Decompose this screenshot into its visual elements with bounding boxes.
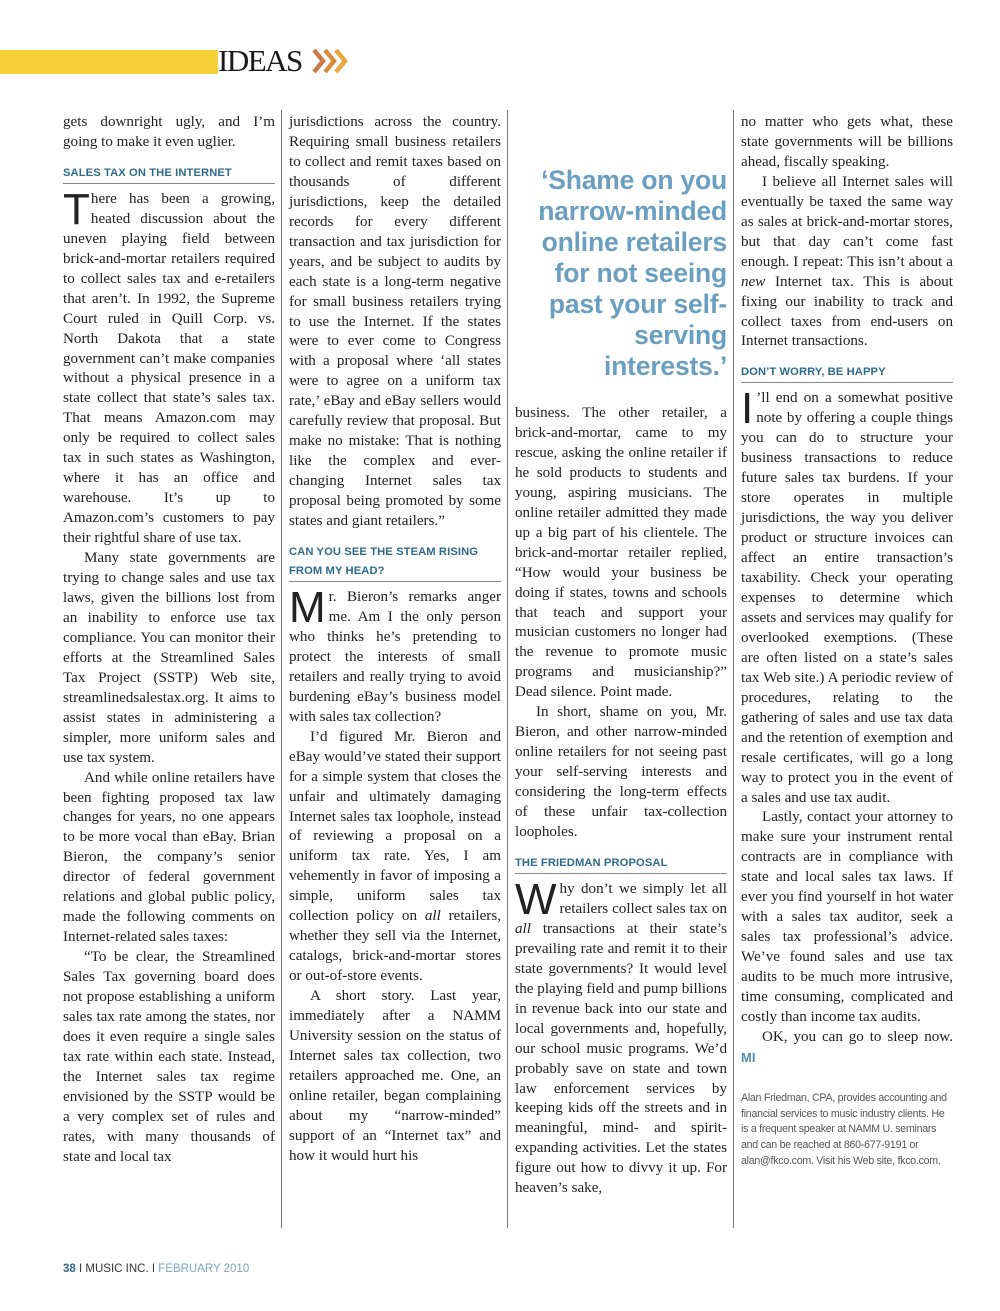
paragraph-text: here has been a growing, heated discussion about the uneven playing field between brick-and-mortar retailers required to collect sales tax and e-retailers that aren’t. In 1992, the Supreme Court ruled in Quill Corp. vs. North Dakota that a state government can’t make companies without a physical presence in a state collect that state’s sales tax. That means Amazon.com may only be required to collect sales tax in such states as Washington, where it has an office and warehouse. It’s up to Amazon.com’s customers to pay their rightful share of use tax. [63,190,275,547]
footer-separator: I [148,1263,159,1275]
paragraph-text: I’d figured Mr. Bieron and eBay would’ve stated their support for a simple system that closes the unfair and ultimately damaging Internet sales tax loophole, instead of reviewing a proposal on a uniform tax rate. Yes, I am vehemently in favor of imposing a simple, uniform sales tax collection policy on [289,728,501,925]
paragraph: In short, shame on you, Mr. Bieron, and other narrow-minded online retailers for not seeing past your self-serving interests and considering the long-term effects of these unfair tax-collection loopholes. [515,704,727,841]
drop-cap: M [289,583,326,633]
paragraph: gets downright ugly, and I’m going to make it even uglier. [63,114,275,150]
author-bio: Alan Friedman, CPA, provides accounting and financial services to music industry clients. He is a frequent speaker at NAMM U. seminars and can be reached at 860-677-9191 or alan@fkco.com. Visit his Web site, fkco.com. [741,1091,947,1167]
paragraph: business. The other retailer, a brick-and-mortar, came to my rescue, asking the online retailer if he sold products to students and young, aspiring musicians. The online retailer admitted they made up a big part of his clientele. The brick-and-mortar retailer replied, “How would your business be doing if states, towns and schools that teach and support your musician customers no longer had the revenue to promote music programs and musicianship?” Dead silence. Point made. [515,405,727,701]
page-number: 38 [63,1263,76,1275]
paragraph [63,184,275,549]
paragraph: jurisdictions across the country. Requiring small business retailers to collect and remit taxes based on thousands of different jurisdictions, keep the detailed records for every different transaction and tax jurisdiction for years, and be subject to audits by each state is a long-term negative for small business retailers trying to use the Internet. If the states were to ever come to Congress with a proposal where ‘all states were to agree on a uniform tax rate,’ eBay and eBay sellers would carefully review that proposal. But make no mistake: That is nothing like the complex and ever-changing Internet sales tax proposal being promoted by some states and giant retailers.” [289,114,501,530]
drop-cap: I [741,384,754,434]
paragraph-text: I believe all Internet sales will eventually be taxed the same way as sales at brick-and-mortar stores, but that day can’t come fast enough. I repeat: This isn’t about a [741,173,953,270]
paragraph: Many state governments are trying to change sales and use tax laws, given the billions lost from an inability to enforce use tax compliance. You can monitor their efforts at the Streamlined Sales Tax Project (SSTP) Web site, streamlinedsalestax.org. It aims to assist states in administering a simpler, more uniform sales and use tax system. [63,550,275,766]
chevron-2 [325,50,334,72]
pull-quote: ‘Shame on you narrow-minded online retailers for not seeing past your self-serving interests.’ [538,165,727,381]
paragraph [741,384,953,808]
paragraph-text: r. Bieron’s remarks anger me. Am I the only person who thinks he’s pretending to protect the interests of small retailers and really trying to avoid burdening eBay’s business model with sales tax collection? [289,589,501,725]
chevron-1 [314,50,323,72]
emphasis: all [424,908,441,925]
emphasis: all [515,920,531,937]
paragraph-text: OK, you can go to sleep now. [762,1028,953,1045]
subhead-dont-worry: DON’T WORRY, BE HAPPY [741,363,953,383]
page-footer [63,1263,249,1275]
drop-cap: T [63,184,90,234]
issue-date: FEBRUARY 2010 [158,1263,250,1275]
paragraph: “To be clear, the Streamlined Sales Tax governing board does not propose establishing a uniform sales tax rate among the states, nor does it even require a single sales tax rate within each state. Instead, the Internet sales tax regime envisioned by the SSTP would be a very complex set of rules and rates, with many thousands of state and local tax [63,949,275,1165]
paragraph-text: Internet tax. This is about fixing our inability to track and collect taxes from end-users on Internet transactions. [741,273,953,350]
paragraph: A short story. Last year, immediately after a NAMM University session on the status of Internet sales tax collection, two retailers approached me. One, an online retailer, began complaining about my “narrow-minded” support of an “Internet tax” and how it would hurt his [289,988,501,1164]
column-divider [733,110,734,1228]
paragraph [741,1028,953,1069]
article-column-1 [63,113,275,1168]
column-divider [507,110,508,1228]
emphasis: new [741,273,766,290]
subhead-sales-tax-on-the-internet: SALES TAX ON THE INTERNET [63,164,275,184]
paragraph [289,728,501,987]
article-column-3 [515,113,727,1199]
paragraph: Lastly, contact your attorney to make sure your instrument rental contracts are in compliance with state and local sales tax laws. If ever you find yourself in hot water with a sales tax auditor, seek a sales tax professional’s advice. We’ve found sales and use tax audits to be much more intrusive, time consuming, complicated and costly than income tax audits. [741,809,953,1025]
paragraph: no matter who gets what, these state governments will be billions ahead, fiscally speaking. [741,114,953,170]
chevron-3 [336,50,345,72]
paragraph: And while online retailers have been fighting proposed tax law changes for years, no one appears to be more vocal than eBay. Brian Bieron, the company’s senior director of federal government relations and global public policy, made the following comments on Internet-related sales taxes: [63,769,275,946]
subhead-steam-rising: CAN YOU SEE THE STEAM RISING FROM MY HEAD? [289,543,501,582]
paragraph-text: transactions at their state’s prevailing rate and remit it to their state governments? It would level the playing field and pump billions in revenue back into our state and local governments and, hopefully, our school music programs. We’d probably save on state and town law enforcement services by keeping kids off the streets and in meaningful, mind- and spirit-expanding activities. Let the states figure out how to divvy it up. For heaven’s sake, [515,920,727,1197]
paragraph [289,583,501,728]
article-column-4 [741,113,953,1169]
paragraph-text: retailers, whether they sell via the Internet, catalogs, brick-and-mortar stores or out-of-store events. [289,908,501,985]
drop-cap: W [515,874,557,924]
publication-name: MUSIC INC. [85,1263,149,1275]
section-title: IDEAS [218,43,302,78]
paragraph [515,874,727,1199]
paragraph-text: hy don’t we simply let all retailers collect sales tax on [559,880,727,917]
section-banner [0,50,218,74]
paragraph [741,173,953,353]
footer-separator: I [75,1263,86,1275]
end-mark: MI [741,1049,756,1065]
column-divider [281,110,282,1228]
triple-chevron-right-icon [312,46,352,76]
article-column-2 [289,113,501,1167]
paragraph-text: ’ll end on a somewhat positive note by offering a couple things you can do to structure your business transactions to reduce future sales tax burdens. If your store operates in multiple jurisdictions, the way you deliver product or structure invoices can affect an entire transaction’s taxability. Check your operating expenses to determine which assets and services may qualify for overlooked exemptions. (These are often listed on a state’s sales tax Web site.) A periodic review of procedures, relating to the gathering of sales and use tax data and the retention of exemption and resale certificates, will go a long way to protect you in the event of a sales and use tax audit. [741,390,953,806]
subhead-friedman-proposal: THE FRIEDMAN PROPOSAL [515,854,727,874]
